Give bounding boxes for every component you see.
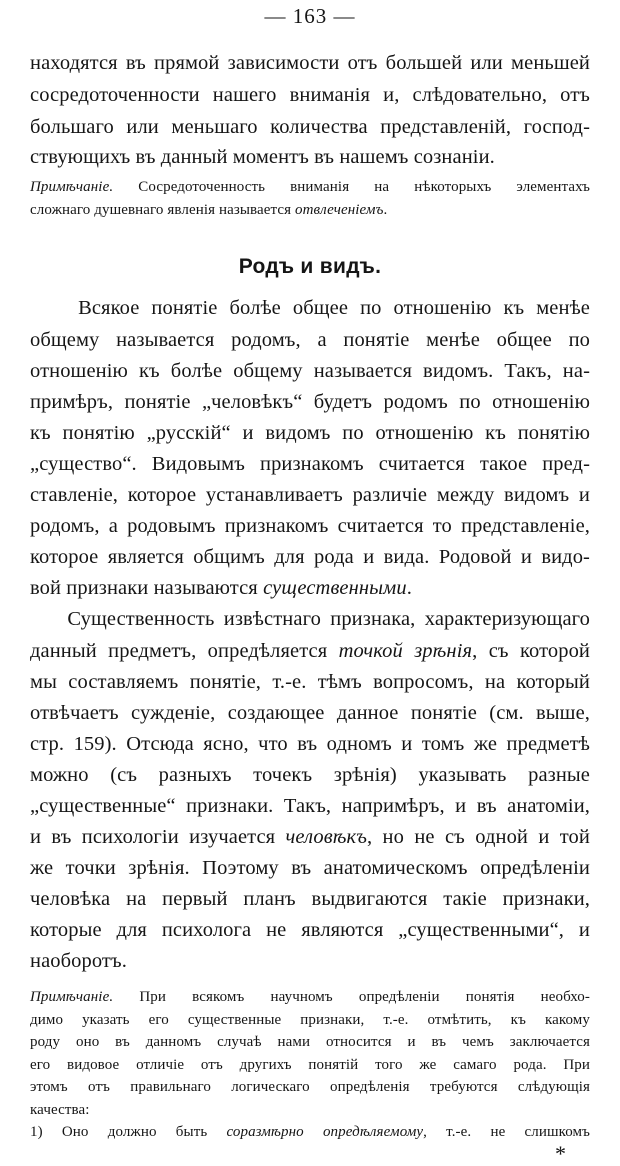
note2-line: роду оно въ данномъ случаѣ нами относится и въ чемъ заключается xyxy=(30,1034,590,1050)
para3-line: же точки зрѣнія. Поэтому въ анатомическомъ опредѣленіи xyxy=(30,857,590,879)
para3-line: отвѣчаетъ сужденіе, создающее данное понятіе (см. выше, xyxy=(30,702,590,724)
para2-line: „существо“. Видовымъ признакомъ считается такое пред- xyxy=(30,453,590,475)
para2-line: къ понятію „русскій“ и видомъ по отношенію къ понятію xyxy=(30,422,590,444)
note1-text: . xyxy=(383,202,388,218)
para2-text: вой признаки называются xyxy=(30,577,264,599)
note1-italic-term: отвлеченіемъ xyxy=(295,202,384,218)
para1-line: ствующихъ въ данный моментъ въ нашемъ сознаніи. xyxy=(30,146,495,168)
para2-line xyxy=(30,573,590,603)
para3-line: можно (съ разныхъ точекъ зрѣнія) указывать разные xyxy=(30,764,590,786)
para2-italic-term: существенными xyxy=(263,577,407,599)
note2-text: 1) Оно должно быть xyxy=(30,1124,227,1140)
footer-signature-mark: * xyxy=(555,1140,566,1166)
note2-line: качества: xyxy=(30,1101,90,1118)
para2-line: ставленіе, которое устанавливаетъ различіе между видомъ и xyxy=(30,484,590,506)
para2-text: . xyxy=(406,577,412,599)
para3-line: „существенные“ признаки. Такъ, напримѣръ, и въ анатоміи, xyxy=(30,795,590,817)
note2-line: этомъ отъ правильнаго логическаго опредѣленія требуются слѣдующія xyxy=(30,1079,590,1095)
note2-line xyxy=(30,986,590,1008)
para1-line: находятся въ прямой зависимости отъ большей или меньшей xyxy=(30,52,590,74)
para3-line xyxy=(30,636,590,666)
para2-line: примѣръ, понятіе „человѣкъ“ будетъ родомъ по отношенію xyxy=(30,391,590,413)
note2-text: , т.-е. не слишкомъ xyxy=(423,1124,591,1140)
para3-line: человѣка на первый планъ выдвигаются такіе признаки, xyxy=(30,888,590,910)
note2-label: Примѣчаніе. xyxy=(30,989,114,1005)
para3-line xyxy=(30,822,590,852)
para3-text: данный предметъ, опредѣляется xyxy=(30,640,339,662)
para3-line: наоборотъ. xyxy=(30,950,127,972)
note1-label: Примѣчаніе. xyxy=(30,179,114,195)
para2-line: общему называется родомъ, а понятіе менѣе общее по xyxy=(30,329,590,351)
para2-line: родомъ, а родовымъ признакомъ считается то представленіе, xyxy=(30,515,590,537)
note2-text: При всякомъ научномъ опредѣленіи понятія необхо- xyxy=(113,989,590,1005)
para3-text: , съ которой xyxy=(472,640,590,662)
section-heading: Родъ и видъ. xyxy=(238,255,382,278)
para1-line: сосредоточенности нашего вниманія и, слѣдовательно, отъ xyxy=(30,84,590,106)
note1-text: Сосредоточенность вниманія на нѣкоторыхъ элементахъ xyxy=(113,179,590,195)
para3-line: Существенность извѣстнаго признака, характеризующаго xyxy=(30,608,590,630)
para3-line: стр. 159). Отсюда ясно, что въ одномъ и томъ же предметѣ xyxy=(30,733,590,755)
para1-line: большаго или меньшаго количества представленій, господ- xyxy=(30,116,590,138)
para2-line: отношенію къ болѣе общему называется видомъ. Такъ, на- xyxy=(30,360,590,382)
para3-italic-term: точкой зрѣнія xyxy=(338,640,473,662)
note2-line xyxy=(30,1121,590,1143)
note2-line: его видовое отличіе отъ другихъ понятій того же самаго рода. При xyxy=(30,1056,590,1073)
note1-line xyxy=(30,176,590,198)
note2-italic-term: соразмѣрно опредѣляемому xyxy=(226,1124,424,1140)
note1-text: сложнаго душевнаго явленія называется xyxy=(30,202,295,218)
para3-line: которые для психолога не являются „существенными“, и xyxy=(30,919,590,941)
note1-line xyxy=(30,199,590,221)
para3-line: мы составляемъ понятіе, т.-е. тѣмъ вопросомъ, на который xyxy=(30,671,590,693)
para2-line: Всякое понятіе болѣе общее по отношенію къ менѣе xyxy=(30,297,590,319)
page-number: — 163 — xyxy=(264,4,356,28)
para2-line: которое является общимъ для рода и вида. Родовой и видо- xyxy=(30,546,590,568)
para3-italic-term: человѣкъ xyxy=(285,826,367,848)
para3-text: и въ психологіи изучается xyxy=(30,826,286,848)
note2-line: димо указать его существенные признаки, т.-е. отмѣтить, къ какому xyxy=(30,1011,590,1028)
para3-text: , но не съ одной и той xyxy=(366,826,590,848)
